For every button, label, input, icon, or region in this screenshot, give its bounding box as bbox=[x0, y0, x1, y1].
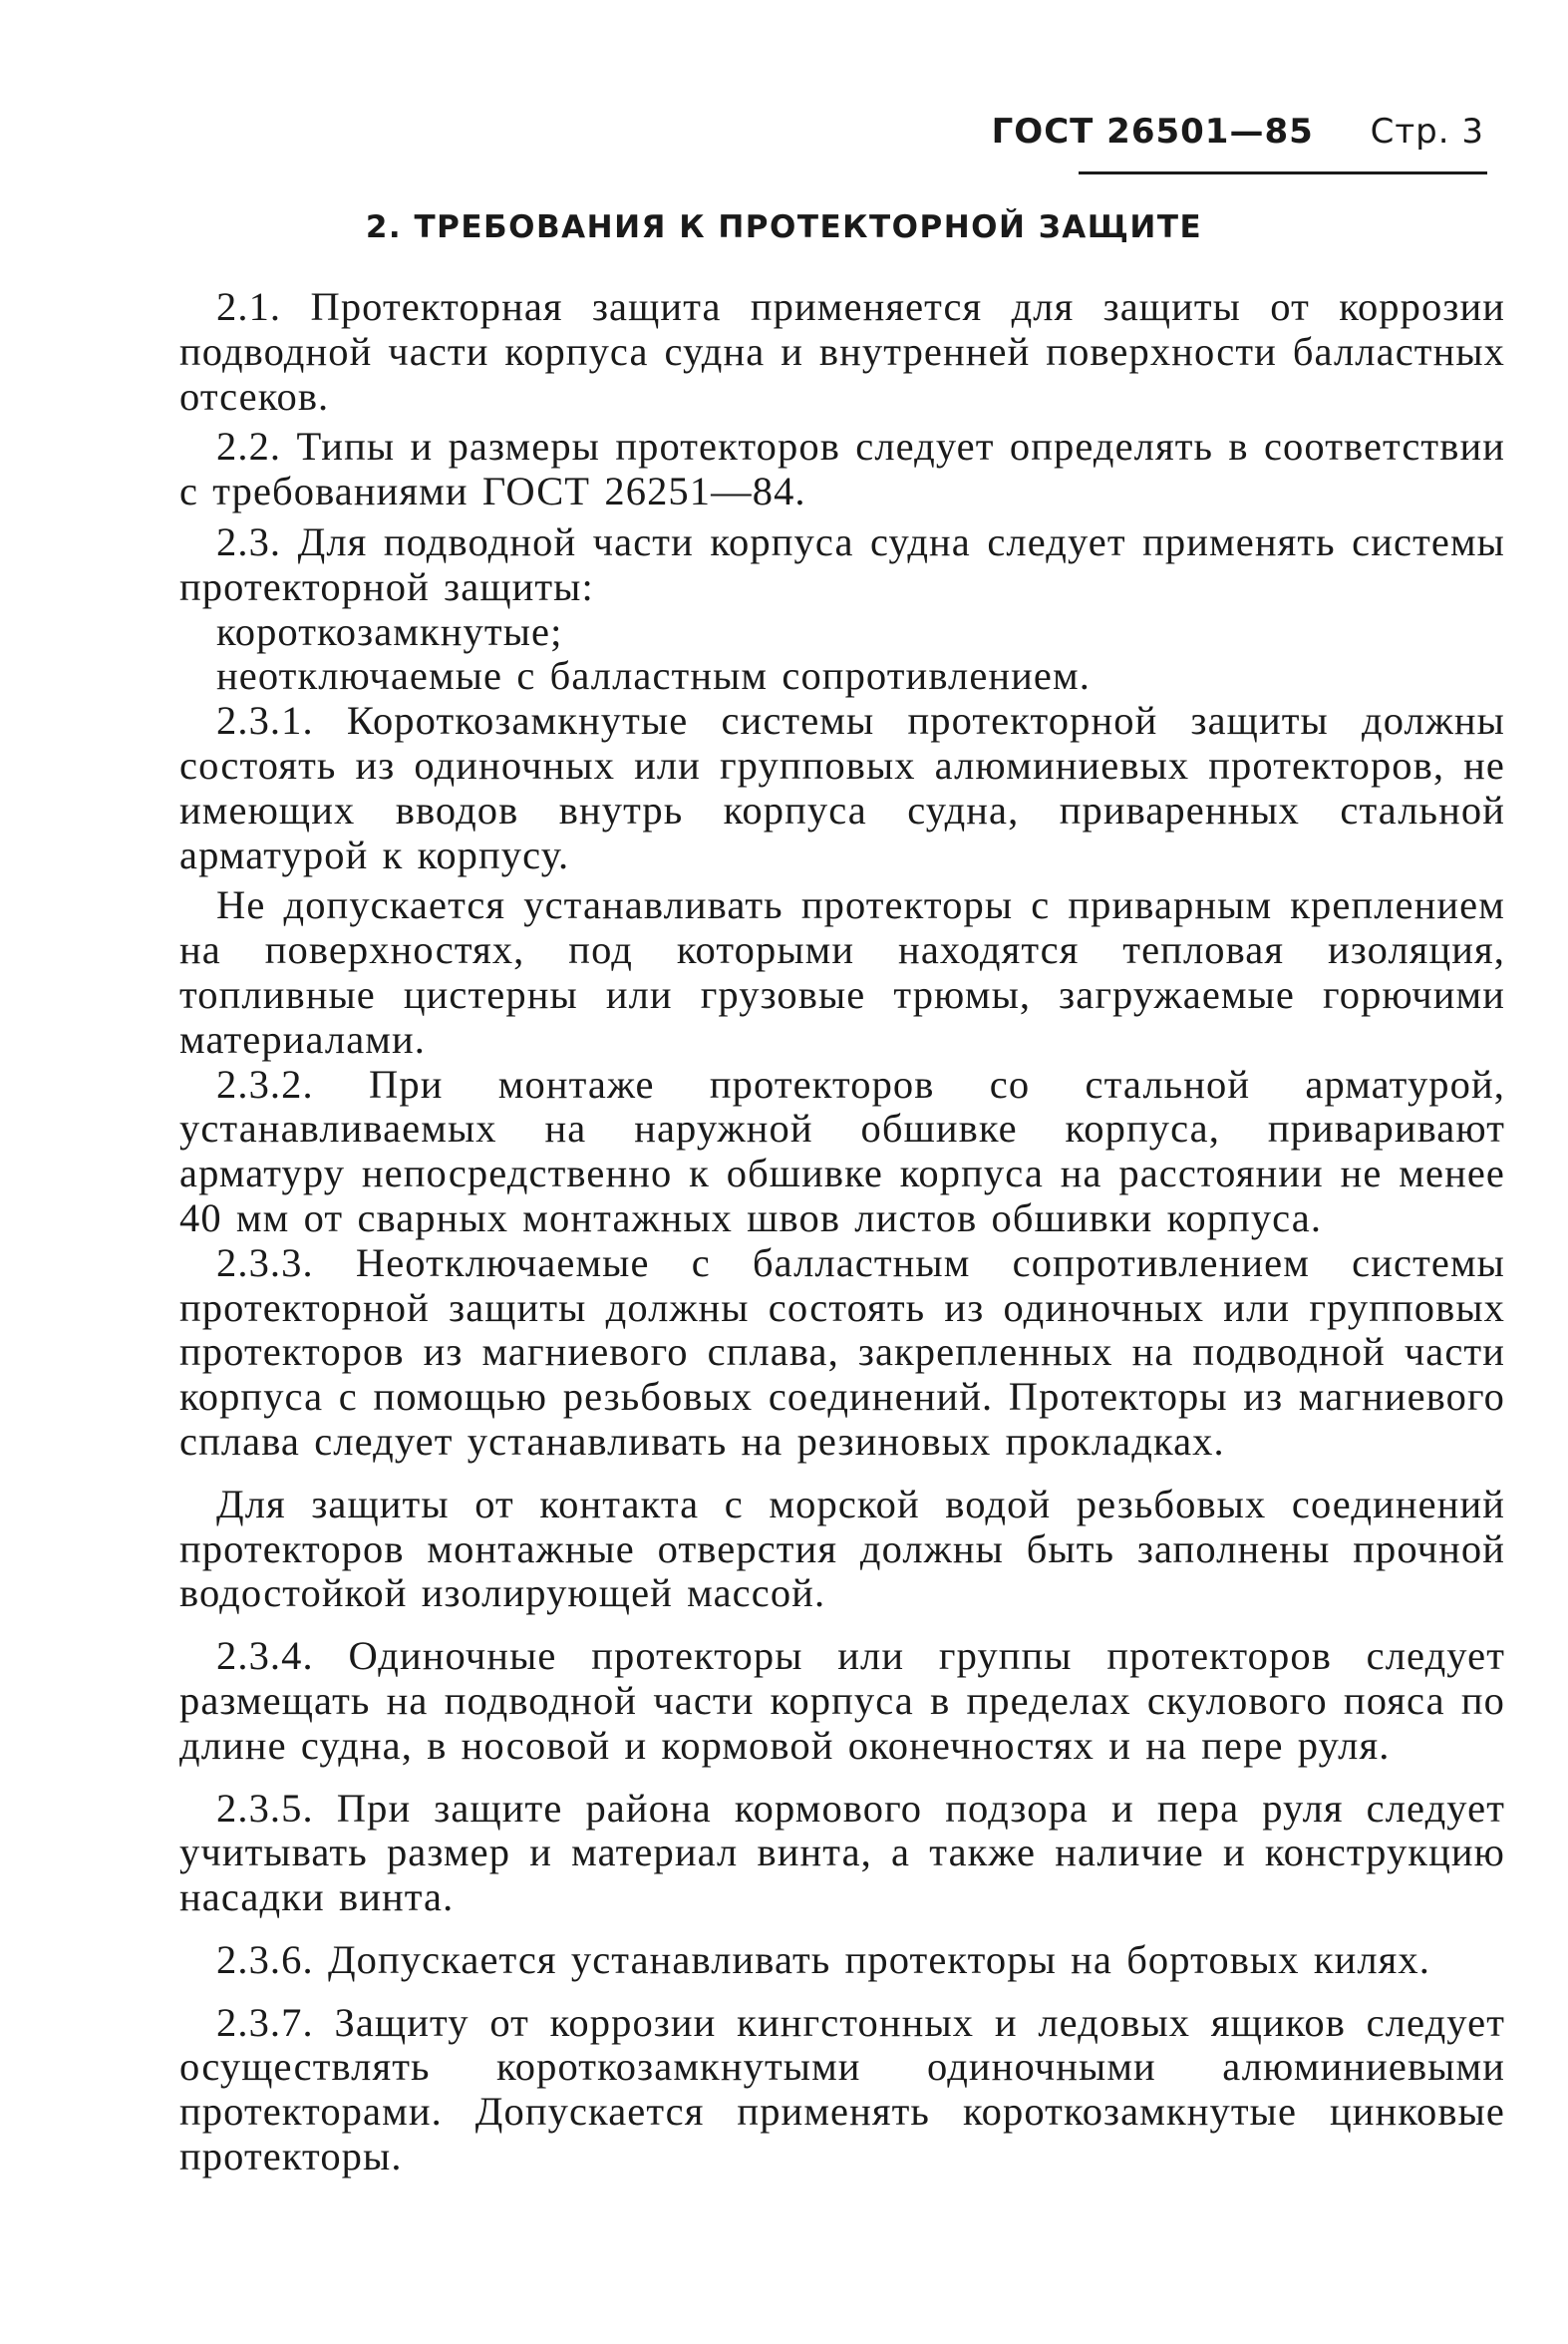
paragraph-2-3-2: 2.3.2. При монтаже протекторов со стальной арматурой, устанавливаемых на наружной обшивке корпуса, приваривают арматуру непосредственно к обшивке корпуса на расстоянии не менее 40 мм от сварных монтажных швов листов обшивки корпуса. bbox=[179, 1061, 1505, 1240]
paragraph: Для защиты от контакта с морской водой резьбовых соединений протекторов монтажные отверстия должны быть заполнены прочной водостойкой изолирующей массой. bbox=[179, 1481, 1505, 1616]
paragraph-2-3-6: 2.3.6. Допускается устанавливать протекторы на бортовых килях. bbox=[216, 1936, 1430, 1982]
paragraph-2-1: 2.1. Протекторная защита применяется для защиты от коррозии подводной части корпуса судна и внутренней поверхности балластных отсеков. bbox=[179, 284, 1505, 419]
paragraph-2-2: 2.2. Типы и размеры протекторов следует определять в соответствии с требованиями ГОСТ 26251—84. bbox=[179, 424, 1505, 514]
paragraph-2-3-4: 2.3.4. Одиночные протекторы или группы протекторов следует размещать на подводной части корпуса в пределах скулового пояса по длине судна, в носовой и кормовой оконечностях и на пере руля. bbox=[179, 1633, 1505, 1768]
paragraph-2-3: 2.3. Для подводной части корпуса судна следует применять системы протекторной защиты: bbox=[179, 518, 1505, 609]
paragraph: Не допускается устанавливать протекторы с приварным креплением на поверхностях, под которыми находятся тепловая изоляция, топливные цистерны или грузовые трюмы, загружаемые горючими материалами. bbox=[179, 882, 1505, 1062]
paragraph-2-3-5: 2.3.5. При защите района кормового подзора и пера руля следует учитывать размер и материал винта, а также наличие и конструкцию насадки винта. bbox=[179, 1785, 1505, 1920]
section-title: 2. ТРЕБОВАНИЯ К ПРОТЕКТОРНОЙ ЗАЩИТЕ bbox=[365, 209, 1203, 245]
paragraph-2-3-3: 2.3.3. Неотключаемые с балластным сопротивлением системы протекторной защиты должны состоять из одиночных или групповых протекторов из магниевого сплава, закрепленных на подводной части корпуса с помощью резьбовых соединений. Протекторы из магниевого сплава следует устанавливать на резиновых прокладках. bbox=[179, 1239, 1505, 1464]
running-header bbox=[992, 112, 1484, 152]
paragraph-2-3-1: 2.3.1. Короткозамкнутые системы протекторной защиты должны состоять из одиночных или групповых алюминиевых протекторов, не имеющих вводов внутрь корпуса судна, приваренных стальной арматурой к корпусу. bbox=[179, 698, 1505, 877]
header-rule bbox=[1079, 171, 1487, 174]
list-item: короткозамкнутые; bbox=[216, 608, 563, 654]
body-text bbox=[179, 285, 1505, 2179]
list-item: неотключаемые с балластным сопротивлением. bbox=[216, 653, 1091, 699]
paragraph-2-3-7: 2.3.7. Защиту от коррозии кингстонных и ледовых ящиков следует осуществлять короткозамкнутыми одиночными алюминиевыми протекторами. Допускается применять короткозамкнутые цинковые протекторы. bbox=[179, 1999, 1505, 2179]
standard-designation: ГОСТ 26501—85 bbox=[991, 112, 1314, 152]
page-number: Стр. 3 bbox=[1370, 112, 1484, 152]
